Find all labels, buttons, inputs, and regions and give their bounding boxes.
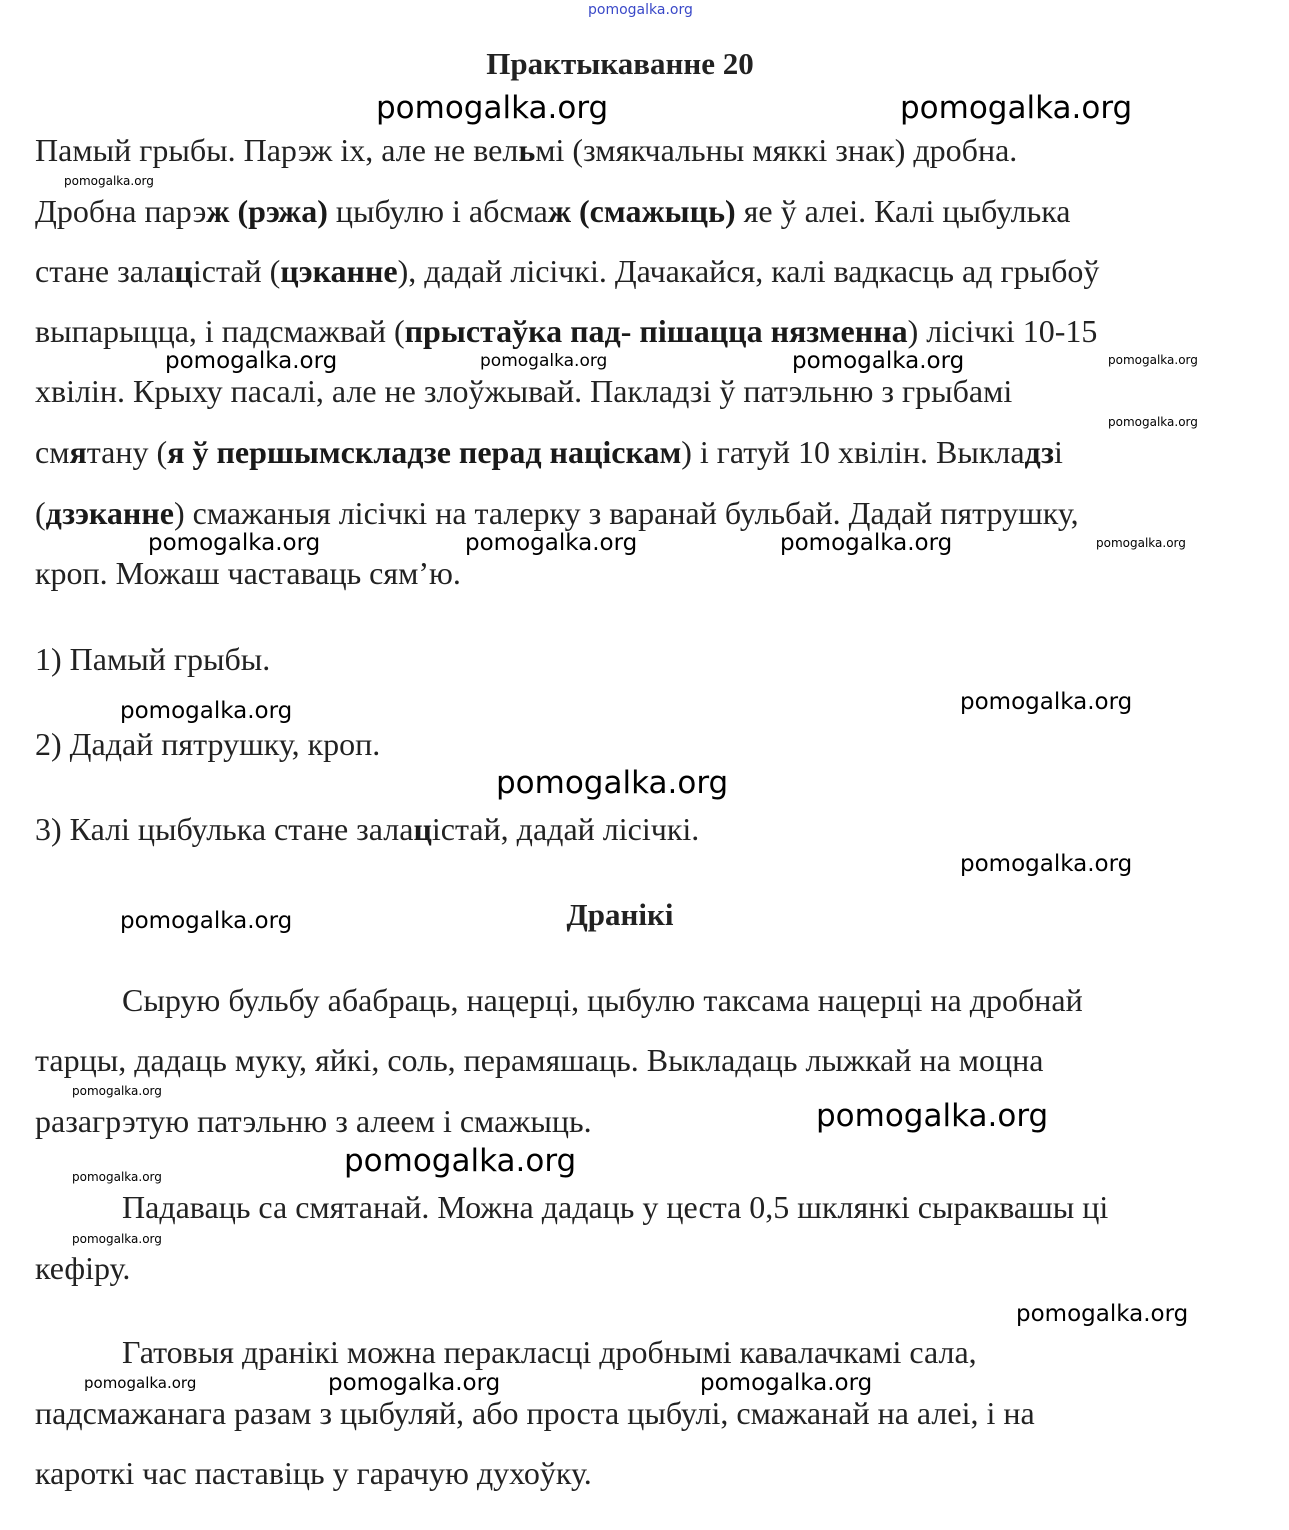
text: кроп. Можаш частаваць сям’ю. (35, 555, 461, 591)
text: падсмажанага разам з цыбуляй, або проста цыбулі, смажанай на алеі, і на (35, 1395, 1035, 1431)
text: ) смажаныя лісічкі на талерку з варанай бульбай. Дадай пятрушку, (173, 495, 1079, 531)
text-line (35, 314, 1097, 348)
text: цыбулю і абсма (327, 193, 548, 229)
text: 3) Калі цыбулька стане зала (35, 811, 414, 847)
text-line (122, 983, 1083, 1017)
list-item (35, 642, 270, 676)
text: 1) Памый грыбы. (35, 641, 271, 677)
text: кефіру. (35, 1250, 131, 1286)
watermark: pomogalka.org (1108, 353, 1198, 367)
watermark: pomogalka.org (1108, 415, 1198, 429)
watermark: pomogalka.org (792, 348, 965, 374)
text-line (35, 1251, 130, 1285)
text: стане зала (35, 253, 175, 289)
text: Гатовыя дранікі можна перакласці дробнымі кавалачкамі сала, (122, 1334, 977, 1370)
watermark: pomogalka.org (900, 90, 1133, 126)
page-title: Практыкаванне 20 (486, 46, 754, 81)
text: істай ( (192, 253, 281, 289)
list-item (35, 727, 380, 761)
watermark: pomogalka.org (496, 765, 729, 801)
watermark: pomogalka.org (960, 851, 1133, 877)
list-item (35, 812, 699, 846)
watermark: pomogalka.org (64, 174, 154, 188)
text: выпарыцца, і падсмажвай ( (35, 313, 405, 349)
watermark: pomogalka.org (480, 351, 608, 371)
watermark: pomogalka.org (72, 1170, 162, 1184)
bold-text: дз (1024, 434, 1054, 470)
watermark: pomogalka.org (465, 530, 638, 556)
watermark: pomogalka.org (780, 530, 953, 556)
text-line (35, 1104, 592, 1138)
text-line (35, 1396, 1035, 1430)
watermark: pomogalka.org (72, 1232, 162, 1246)
watermark: pomogalka.org (148, 530, 321, 556)
text-line (35, 1456, 592, 1490)
text: ) і гатуй 10 хвілін. Выкла (681, 434, 1025, 470)
watermark: pomogalka.org (344, 1143, 577, 1179)
watermark: pomogalka.org (700, 1370, 873, 1396)
text: кароткі час паставіць у гарачую духоўку. (35, 1455, 592, 1491)
text: Дробна парэ (35, 193, 207, 229)
text-line (35, 1043, 1043, 1077)
text: Памый грыбы. Парэж іх, але не вел (35, 132, 519, 168)
bold-text: ь (518, 132, 536, 168)
text: Сырую бульбу абабраць, нацерці, цыбулю таксама нацерці на дробнай (122, 982, 1083, 1018)
watermark: pomogalka.org (816, 1098, 1049, 1134)
site-header-watermark[interactable]: pomogalka.org (588, 2, 693, 18)
watermark: pomogalka.org (120, 698, 293, 724)
text-line (35, 556, 461, 590)
text: 2) Дадай пятрушку, кроп. (35, 726, 381, 762)
text: яе ў алеі. Калі цыбулька (735, 193, 1071, 229)
text: Падаваць са смятанай. Можна дадаць у цеста 0,5 шклянкі сыраквашы ці (122, 1189, 1109, 1225)
text: істай, дадай лісічкі. (431, 811, 700, 847)
text: см (35, 434, 70, 470)
bold-text: я ў першымскладзе перад націскам (167, 434, 682, 470)
text: і (1053, 434, 1063, 470)
text: тану ( (86, 434, 168, 470)
text-line (35, 435, 1063, 469)
watermark: pomogalka.org (376, 90, 609, 126)
bold-text: дзэканне (45, 495, 174, 531)
text: разагрэтую патэльню з алеем і смажыць. (35, 1103, 592, 1139)
watermark: pomogalka.org (960, 689, 1133, 715)
bold-text: ж (смажыць) (547, 193, 736, 229)
text: хвілін. Крыху пасалі, але не злоўжывай. Пакладзі ў патэльню з грыбамі (35, 373, 1013, 409)
watermark: pomogalka.org (1016, 1301, 1189, 1327)
text: ), дадай лісічкі. Дачакайся, калі вадкасць ад грыбоў (397, 253, 1100, 289)
watermark: pomogalka.org (84, 1374, 197, 1392)
text-line (35, 374, 1012, 408)
text-line (35, 496, 1079, 530)
bold-text: ц (174, 253, 193, 289)
text: тарцы, дадаць муку, яйкі, соль, перамяшаць. Выкладаць лыжкай на моцна (35, 1042, 1044, 1078)
recipe-title: Дранікі (566, 897, 674, 932)
watermark: pomogalka.org (1096, 536, 1186, 550)
text-line (35, 133, 1017, 167)
bold-text: я (69, 434, 87, 470)
text-line (122, 1190, 1108, 1224)
text-line (35, 194, 1071, 228)
bold-text: ж (рэжа) (206, 193, 328, 229)
text: ( (35, 495, 46, 531)
text: ) лісічкі 10-15 (907, 313, 1098, 349)
watermark: pomogalka.org (120, 908, 293, 934)
bold-text: прыстаўка пад- пішацца нязменна (404, 313, 908, 349)
watermark: pomogalka.org (72, 1084, 162, 1098)
text: мі (змякчальны мяккі знак) дробна. (535, 132, 1018, 168)
text-line (35, 254, 1099, 288)
bold-text: цэканне (280, 253, 398, 289)
bold-text: ц (413, 811, 432, 847)
watermark: pomogalka.org (328, 1370, 501, 1396)
watermark: pomogalka.org (165, 348, 338, 374)
text-line (122, 1335, 977, 1369)
